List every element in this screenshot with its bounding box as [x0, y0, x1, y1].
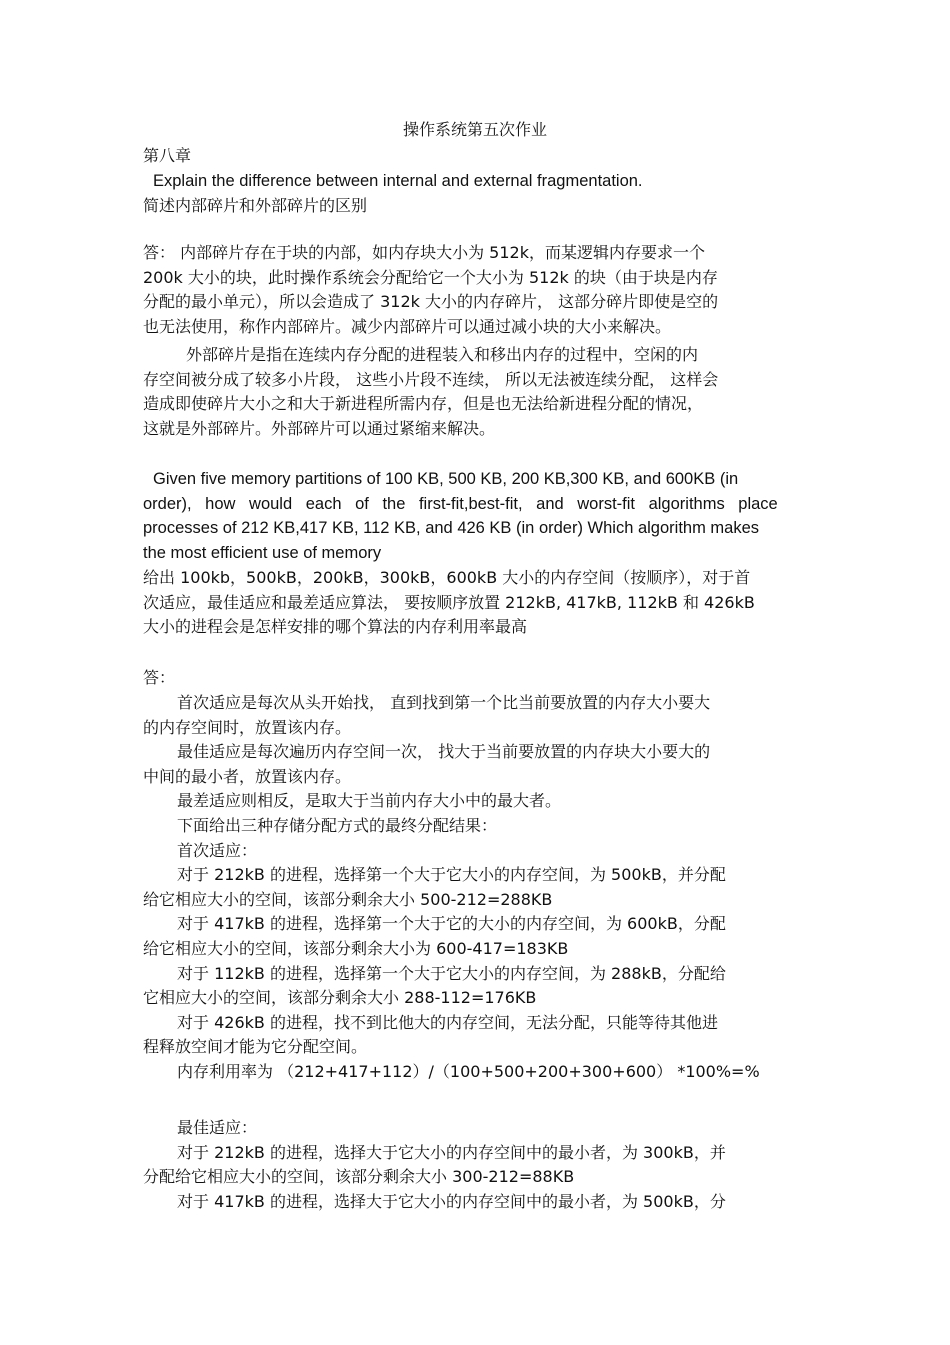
- answer-1-line: 答： 内部碎片存在于块的内部，如内存块大小为 512k，而某逻辑内存要求一个: [143, 243, 705, 262]
- question-1-chinese: 简述内部碎片和外部碎片的区别: [143, 195, 368, 215]
- answer-2-line: 下面给出三种存储分配方式的最终分配结果：: [177, 815, 498, 835]
- answer-2-line: 对于 417kB 的进程，选择第一个大于它的大小的内存空间，为 600kB，分配: [177, 914, 726, 934]
- answer-1: [143, 241, 813, 339]
- answer-2-line: 最差适应则相反，是取大于当前内存大小中的最大者。: [177, 791, 562, 811]
- answer-2-line: 对于 426kB 的进程，找不到比他大的内存空间，无法分配，只能等待其他进: [177, 1012, 718, 1032]
- question-1: [143, 169, 813, 218]
- best-fit-section: [143, 1116, 813, 1214]
- question-2-english-line: the most efficient use of memory: [143, 543, 382, 562]
- answer-2-line: 的内存空间时，放置该内存。: [143, 717, 352, 737]
- best-fit-line: 分配给它相应大小的空间，该部分剩余大小 300-212=88KB: [143, 1167, 575, 1187]
- answer-1-external-line: 存空间被分成了较多小片段， 这些小片段不连续， 所以无法被连续分配， 这样会: [143, 369, 719, 389]
- answer-2-line: 给它相应大小的空间，该部分剩余大小 500-212=288KB: [143, 889, 553, 909]
- answer-2-line: 给它相应大小的空间，该部分剩余大小为 600-417=183KB: [143, 938, 569, 958]
- answer-2-line: 它相应大小的空间，该部分剩余大小 288-112=176KB: [143, 988, 537, 1008]
- answer-2-label-text: 答：: [143, 668, 176, 687]
- answer-2-line: 最佳适应是每次遍历内存空间一次， 找大于当前要放置的内存块大小要大的: [177, 742, 711, 762]
- answer-2-line: 对于 112kB 的进程，选择第一个大于它大小的内存空间，为 288kB，分配给: [177, 963, 726, 983]
- utilization-line: 内存利用率为 （212+417+112）/（100+500+200+300+600） *100%=%: [177, 1061, 760, 1081]
- question-2-english: [143, 467, 813, 565]
- question-2-english-line: processes of 212 KB,417 KB, 112 KB, and 426 KB (in order) Which algorithm makes: [143, 519, 760, 538]
- answer-1-line: 分配的最小单元），所以会造成了 312k 大小的内存碎片， 这部分碎片即使是空的: [143, 292, 719, 312]
- answer-1-line: 200k 大小的块，此时操作系统会分配给它一个大小为 512k 的块（由于块是内存: [143, 267, 718, 287]
- question-2-chinese: [143, 566, 813, 640]
- answer-2-body: [143, 691, 813, 1085]
- answer-2-line: 首次适应是每次从头开始找， 直到找到第一个比当前要放置的内存大小要大: [177, 693, 711, 712]
- question-1-english: Explain the difference between internal and external fragmentation.: [153, 172, 643, 190]
- answer-2-line: 中间的最小者，放置该内存。: [143, 766, 352, 786]
- first-fit-heading: 首次适应：: [177, 840, 258, 860]
- answer-1-line: 也无法使用，称作内部碎片。减少内部碎片可以通过减小块的大小来解决。: [143, 316, 672, 336]
- answer-1-external-line: 造成即使碎片大小之和大于新进程所需内存，但是也无法给新进程分配的情况，: [143, 394, 704, 414]
- answer-1-external: [143, 343, 813, 441]
- chapter-heading: [143, 144, 813, 169]
- best-fit-heading: 最佳适应：: [177, 1118, 258, 1137]
- document-title: 操作系统第五次作业: [402, 120, 547, 139]
- chapter-label: 第八章: [143, 146, 192, 165]
- question-2-chinese-line: 大小的进程会是怎样安排的哪个算法的内存利用率最高: [143, 617, 528, 637]
- question-2-chinese-line: 次适应，最佳适应和最差适应算法， 要按顺序放置 212kB, 417kB, 112kB 和 426kB: [143, 592, 755, 612]
- answer-2-label: [143, 666, 813, 691]
- answer-1-external-line: 这就是外部碎片。外部碎片可以通过紧缩来解决。: [143, 418, 496, 438]
- best-fit-line: 对于 212kB 的进程，选择大于它大小的内存空间中的最小者，为 300kB，并: [177, 1142, 726, 1162]
- best-fit-line: 对于 417kB 的进程，选择大于它大小的内存空间中的最小者，为 500kB，分: [177, 1191, 726, 1211]
- answer-2-line: 程释放空间才能为它分配空间。: [143, 1037, 368, 1057]
- question-2-english-line: order), how would each of the first-fit,best-fit, and worst-fit algorithms place: [143, 494, 778, 513]
- question-2-english-line: Given five memory partitions of 100 KB, 500 KB, 200 KB,300 KB, and 600KB (in: [153, 470, 739, 488]
- answer-2-line: 对于 212kB 的进程，选择第一个大于它大小的内存空间，为 500kB，并分配: [177, 865, 726, 885]
- answer-1-external-line: 外部碎片是指在连续内存分配的进程装入和移出内存的过程中，空闲的内: [186, 345, 699, 364]
- question-2-chinese-line: 给出 100kb，500kB，200kB，300kB，600kB 大小的内存空间（按顺序），对于首: [143, 568, 751, 587]
